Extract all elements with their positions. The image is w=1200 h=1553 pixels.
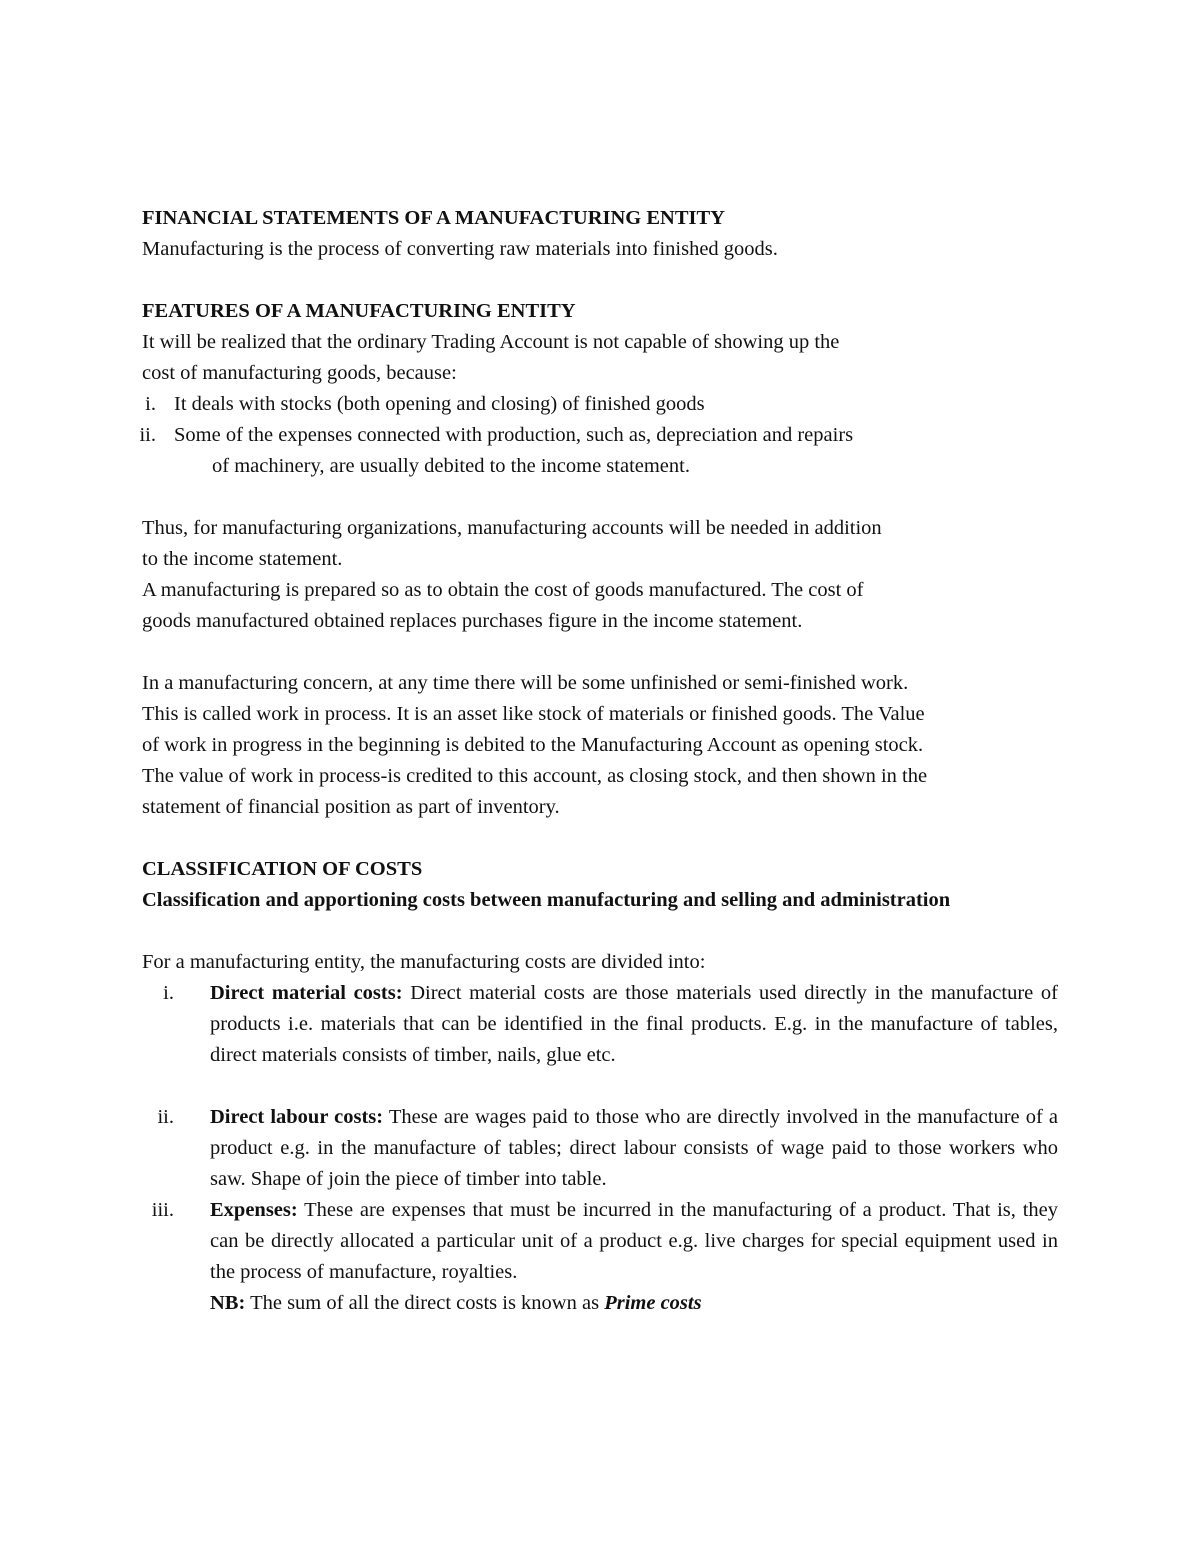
definition-direct-labour: These are wages paid to those who are directly involved in the manufacture of a product e.g. in the manufacture of tables; direct labour consists of wage paid to those workers who saw. Shape of join the piece of timber into table.	[210, 1106, 1058, 1190]
section-heading-classification: CLASSIFICATION OF COSTS	[142, 858, 423, 880]
list-item	[142, 978, 1058, 1071]
paragraph-line: The value of work in process-is credited to this account, as closing stock, and then shown in the	[142, 765, 928, 787]
list-item-text: Some of the expenses connected with production, such as, depreciation and repairs	[174, 424, 854, 446]
document-page	[139, 203, 1058, 1319]
list-item-text: It deals with stocks (both opening and closing) of finished goods	[174, 393, 705, 415]
list-item	[139, 420, 1058, 482]
list-item-number: i.	[163, 982, 174, 1004]
paragraph-line: statement of financial position as part of inventory.	[142, 796, 560, 818]
section-heading-features: FEATURES OF A MANUFACTURING ENTITY	[142, 300, 576, 322]
list-item-text	[210, 1195, 1058, 1288]
paragraph-line: goods manufactured obtained replaces purchases figure in the income statement.	[142, 610, 803, 632]
paragraph-line: In a manufacturing concern, at any time there will be some unfinished or semi-finished work.	[142, 672, 909, 694]
term-expenses: Expenses:	[210, 1199, 298, 1221]
paragraph-line: to the income statement.	[142, 548, 343, 570]
list-item	[142, 389, 1058, 420]
list-item-text	[210, 978, 1058, 1071]
paragraph-line: This is called work in process. It is an asset like stock of materials or finished goods. The Value	[142, 703, 925, 725]
list-item-continuation: of machinery, are usually debited to the income statement.	[212, 455, 690, 477]
features-intro-line: It will be realized that the ordinary Trading Account is not capable of showing up the	[142, 331, 840, 353]
list-item-number: i.	[145, 393, 156, 415]
definition-expenses: These are expenses that must be incurred in the manufacturing of a product. That is, they can be directly allocated a particular unit of a product e.g. live charges for special equipment used in the process of manufacture, royalties.	[210, 1199, 1058, 1283]
paragraph-line: of work in progress in the beginning is debited to the Manufacturing Account as opening stock.	[142, 734, 924, 756]
list-item	[142, 1195, 1058, 1319]
classification-subheading: Classification and apportioning costs between manufacturing and selling and administration	[142, 889, 951, 911]
paragraph-line: Thus, for manufacturing organizations, manufacturing accounts will be needed in addition	[142, 517, 882, 539]
nb-note	[210, 1288, 1058, 1319]
nb-label: NB:	[210, 1292, 246, 1314]
term-direct-material: Direct material costs:	[210, 982, 403, 1004]
list-item-number: ii.	[157, 1106, 174, 1128]
list-item-number: iii.	[151, 1199, 174, 1221]
paragraph-line: A manufacturing is prepared so as to obtain the cost of goods manufactured. The cost of	[142, 579, 864, 601]
nb-text: The sum of all the direct costs is known as	[245, 1292, 605, 1314]
prime-costs-emphasis: Prime costs	[604, 1292, 702, 1314]
costs-intro: For a manufacturing entity, the manufacturing costs are divided into:	[142, 951, 706, 973]
term-direct-labour: Direct labour costs:	[210, 1106, 384, 1128]
definition-text: Manufacturing is the process of converting raw materials into finished goods.	[142, 238, 778, 260]
list-item	[142, 1102, 1058, 1195]
definition-direct-material: Direct material costs are those materials used directly in the manufacture of products i.e. materials that can be identified in the final products. E.g. in the manufacture of tables, direct materials consists of timber, nails, glue etc.	[210, 982, 1058, 1066]
features-intro-line: cost of manufacturing goods, because:	[142, 362, 457, 384]
list-item-text	[210, 1102, 1058, 1195]
section-heading-financial-statements: FINANCIAL STATEMENTS OF A MANUFACTURING ENTITY	[142, 207, 725, 229]
list-item-number: ii.	[139, 424, 156, 446]
